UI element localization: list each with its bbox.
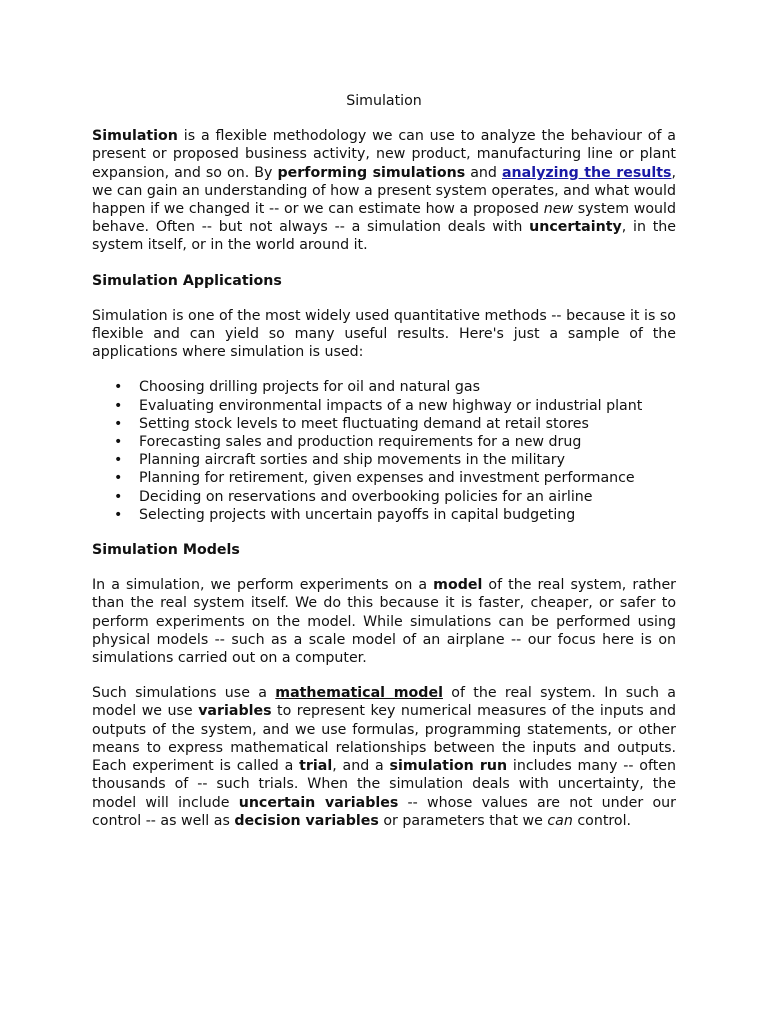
applications-heading: Simulation Applications [92,272,282,289]
page-title: Simulation [346,93,422,109]
list-item: • Setting stock levels to meet fluctuating demand at retail stores [92,415,676,433]
bold-trial: trial [299,758,333,775]
bold-model: model [433,577,483,594]
bold-simulation-run: simulation run [389,758,508,775]
bold-uncertain-variables: uncertain variables [238,794,399,811]
term-simulation: Simulation [92,128,178,145]
list-item: • Choosing drilling projects for oil and natural gas [92,378,676,396]
list-item: • Deciding on reservations and overbooking policies for an airline [92,488,676,506]
italic-can: can [547,812,573,829]
models-paragraph-1: In a simulation, we perform experiments on a model of the real system, rather than the real system itself. We do this because it is faster, cheaper, or safer to perform experiments on the model. While simulations can be performed using physical models -- such as a scale model of an airplane -- our focus here is on simulations carried out on a computer. [92,577,677,667]
applications-paragraph: Simulation is one of the most widely used quantitative methods -- because it is so flexible and can yield so many useful results. Here's just a sample of the applications where simulation is used: [92,307,676,361]
models-paragraph-2: Such simulations use a mathematical model of the real system. In such a model we use variables to represent key numerical measures of the inputs and outputs of the system, and we use formulas, programming statements, or other means to express mathematical relationships between the inputs and outputs. Each experiment is called a trial, and a simulation run includes many -- often thousands of -- such trials. When the simulation deals with uncertainty, the model will include uncertain variables -- whose values are not under our control -- as well as decision variables or parameters that we can control. [92,685,676,829]
list-item: • Selecting projects with uncertain payoffs in capital budgeting [92,506,676,524]
list-item: • Planning aircraft sorties and ship movements in the military [92,451,676,469]
bold-decision-variables: decision variables [234,812,379,829]
models-heading: Simulation Models [92,542,240,559]
bold-uncertainty: uncertainty [529,219,622,236]
list-item: • Forecasting sales and production requirements for a new drug [92,433,676,451]
document-body [92,92,676,830]
bold-performing-simulations: performing simulations [277,164,466,181]
analyzing-results-link[interactable]: analyzing the results [501,164,672,181]
italic-new: new [543,201,574,218]
bold-variables: variables [198,703,272,720]
list-item: • Planning for retirement, given expenses and investment performance [92,469,676,487]
list-item: • Evaluating environmental impacts of a new highway or industrial plant [92,397,676,415]
mathematical-model-link[interactable]: mathematical model [275,685,443,702]
intro-paragraph: Simulation is a flexible methodology we can use to analyze the behaviour of a present or proposed business activity, new product, manufacturing line or plant expansion, and so on. By performing simulations and analyzing the results, we can gain an understanding of how a present system operates, and what would happen if we changed it -- or we can estimate how a proposed new system would behave. Often -- but not always -- a simulation deals with uncertainty, in the system itself, or in the world around it. [92,128,677,254]
applications-list [92,378,676,524]
